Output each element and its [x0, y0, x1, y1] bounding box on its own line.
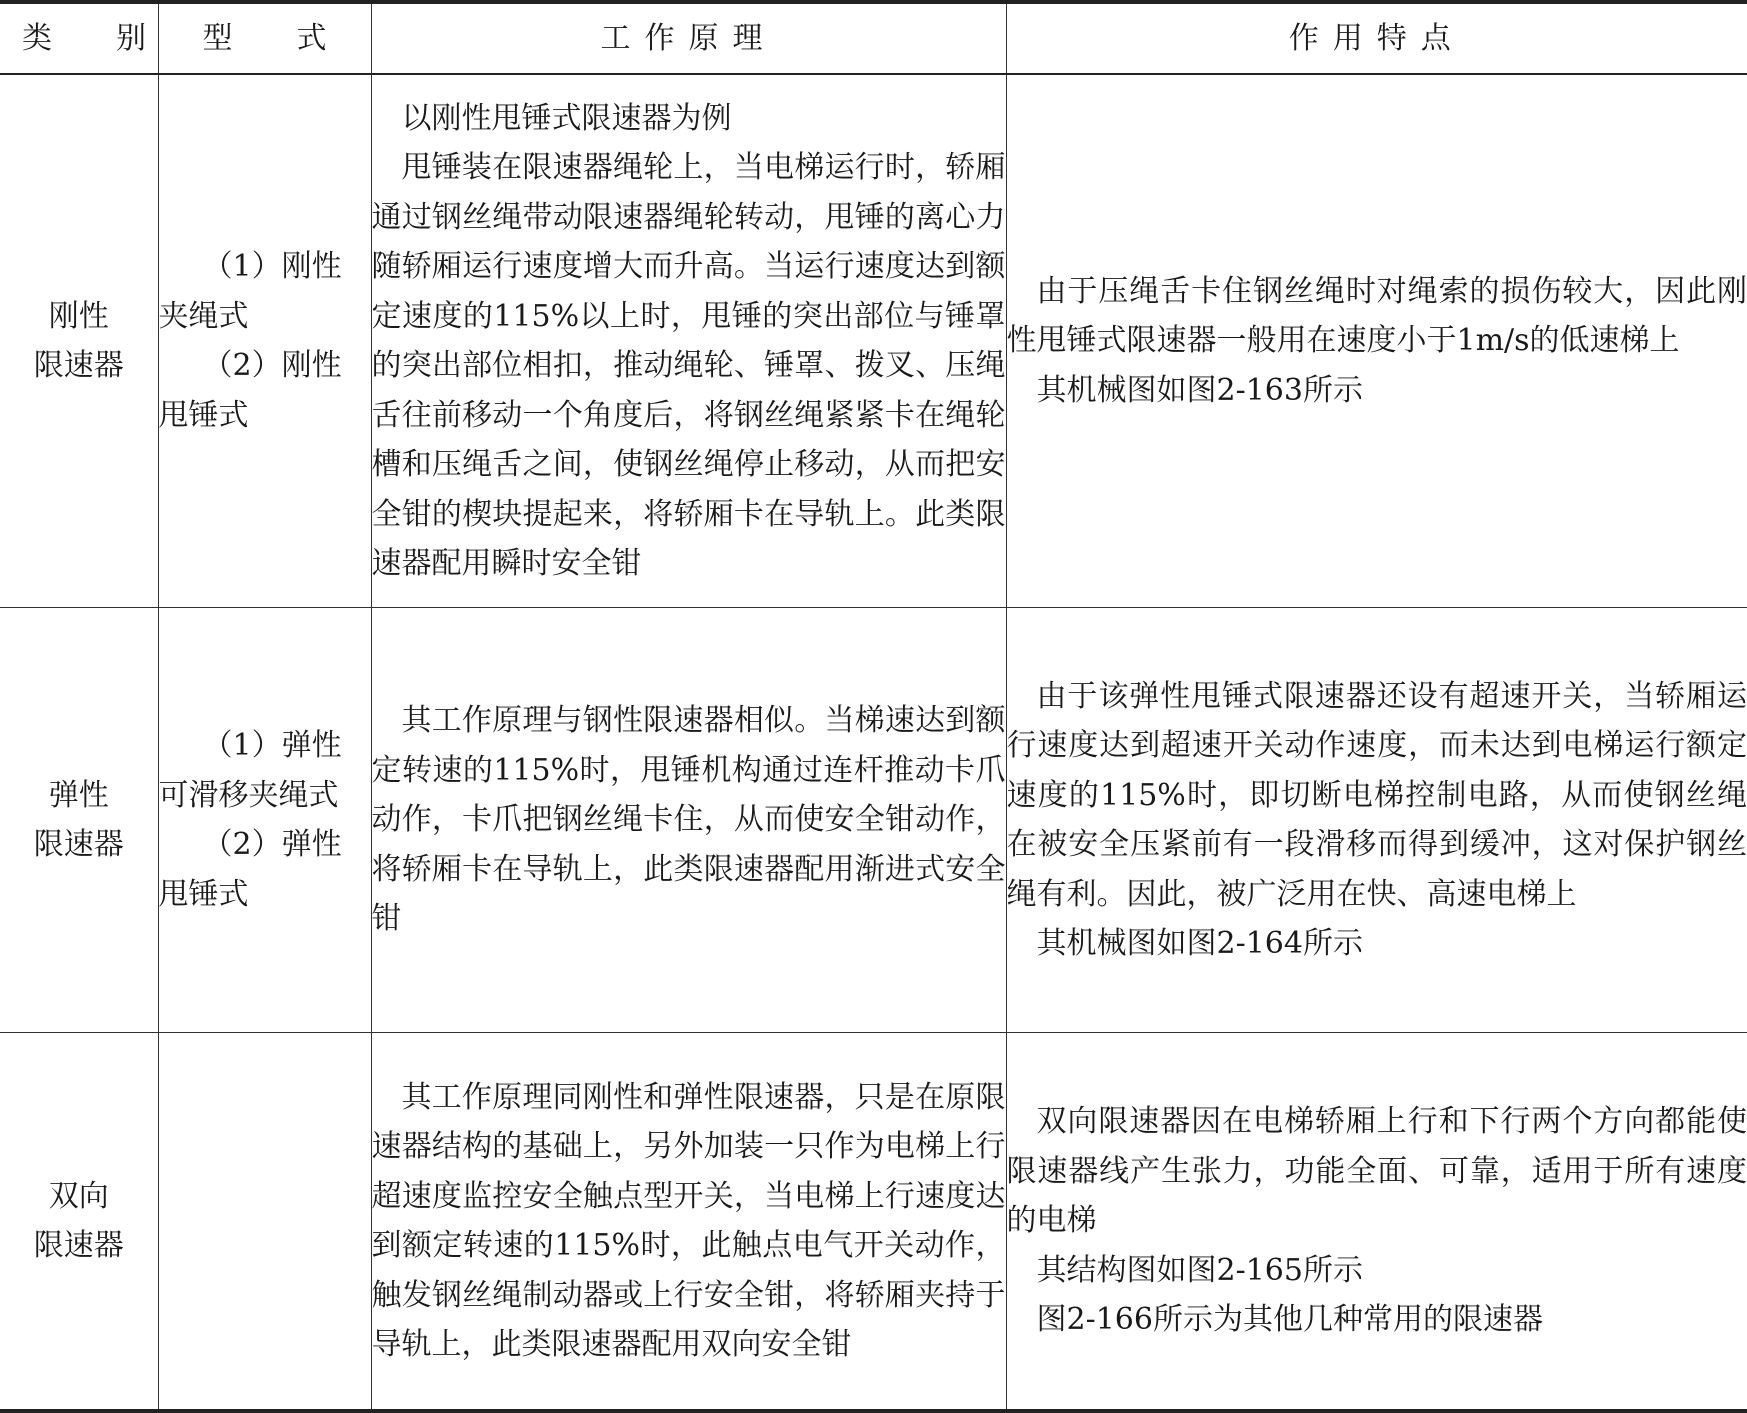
type-cell [158, 1033, 371, 1412]
category-cell: 双向 限速器 [0, 1033, 158, 1412]
header-category: 类 别 [0, 2, 158, 74]
table-row-bidirectional [0, 1033, 1747, 1412]
header-principle: 工作原理 [371, 2, 1006, 74]
principle-cell: 其工作原理同刚性和弹性限速器，只是在原限速器结构的基础上，另外加装一只作为电梯上行超速度监控安全触点型开关，当电梯上行速度达到额定转速的115%时，此触点电气开关动作，触发钢丝绳制动器或上行安全钳，将轿厢夹持于导轨上，此类限速器配用双向安全钳 [371, 1033, 1006, 1412]
type-cell: （1）弹性 可滑移夹绳式 （2）弹性 甩锤式 [158, 608, 371, 1033]
category-cell: 刚性 限速器 [0, 74, 158, 608]
features-cell: 由于压绳舌卡住钢丝绳时对绳索的损伤较大，因此刚性甩锤式限速器一般用在速度小于1m/s的低速梯上 其机械图如图2-163所示 [1006, 74, 1747, 608]
header-features: 作用特点 [1006, 2, 1747, 74]
features-cell: 双向限速器因在电梯轿厢上行和下行两个方向都能使限速器线产生张力，功能全面、可靠，适用于所有速度的电梯 其结构图如图2-165所示 图2-166所示为其他几种常用的限速器 [1006, 1033, 1747, 1412]
features-cell: 由于该弹性甩锤式限速器还设有超速开关，当轿厢运行速度达到超速开关动作速度，而未达到电梯运行额定速度的115%时，即切断电梯控制电路，从而使钢丝绳在被安全压紧前有一段滑移而得到缓冲，这对保护钢丝绳有利。因此，被广泛用在快、高速电梯上 其机械图如图2-164所示 [1006, 608, 1747, 1033]
header-row [0, 2, 1747, 74]
type-cell: （1）刚性 夹绳式 （2）刚性 甩锤式 [158, 74, 371, 608]
principle-cell: 其工作原理与钢性限速器相似。当梯速达到额定转速的115%时，甩锤机构通过连杆推动卡爪动作，卡爪把钢丝绳卡住，从而使安全钳动作，将轿厢卡在导轨上，此类限速器配用渐进式安全钳 [371, 608, 1006, 1033]
table-row-rigid [0, 74, 1747, 608]
principle-cell: 以刚性甩锤式限速器为例 甩锤装在限速器绳轮上，当电梯运行时，轿厢通过钢丝绳带动限速器绳轮转动，甩锤的离心力随轿厢运行速度增大而升高。当运行速度达到额定速度的115%以上时，甩锤的突出部位与锤罩的突出部位相扣，推动绳轮、锤罩、拨叉、压绳舌往前移动一个角度后，将钢丝绳紧紧卡在绳轮槽和压绳舌之间，使钢丝绳停止移动，从而把安全钳的楔块提起来，将轿厢卡在导轨上。此类限速器配用瞬时安全钳 [371, 74, 1006, 608]
table-row-elastic [0, 608, 1747, 1033]
header-type: 型 式 [158, 2, 371, 74]
category-cell: 弹性 限速器 [0, 608, 158, 1033]
